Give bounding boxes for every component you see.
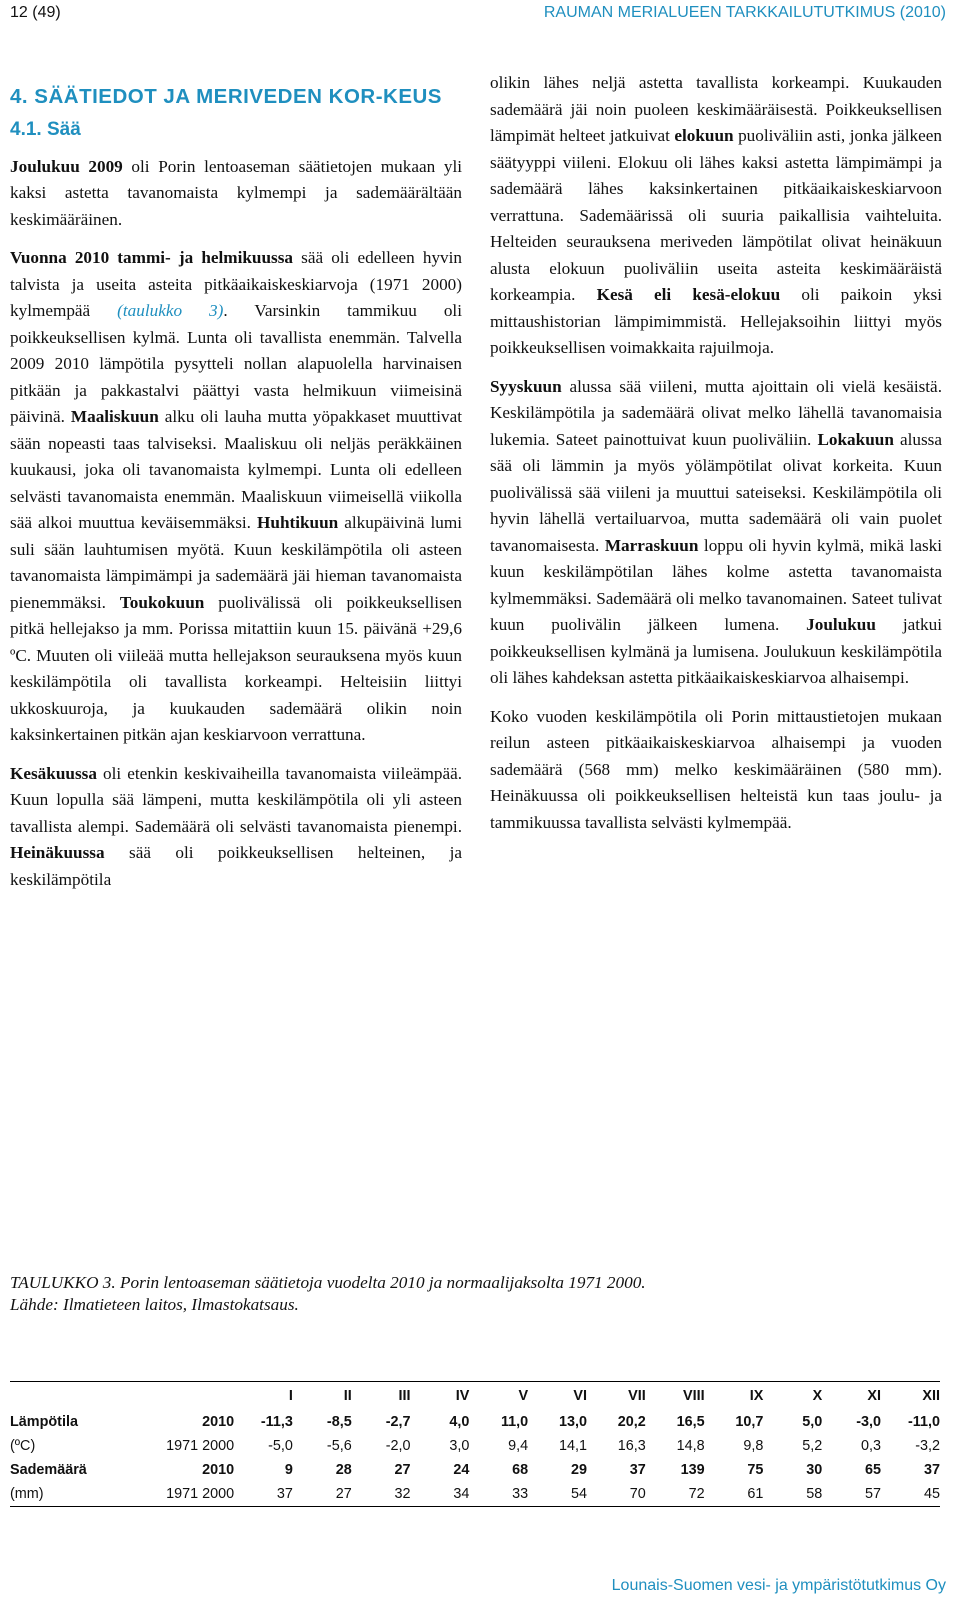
month-lead: Heinäkuussa <box>10 843 105 862</box>
table-cell: 5,2 <box>802 1438 823 1454</box>
table-cell: 37 <box>923 1462 940 1478</box>
month-lead: Kesäkuussa <box>10 763 97 783</box>
paragraph-text: puoliväliin asti, jonka jälkeen säätyyppi viileni. Elokuu oli lähes kaksi astetta lämpimämpi ja sademäärä lähes kaksinkertainen pitkäaikaiskeskiarvoon verrattuna. Sademäärissä oli suuria paikallisia vaihteluita. Helteiden seurauksena meriveden lämpötilat olivat heinäkuun alusta elokuun puoliväliin useita asteita keskimääräistä korkeampia. <box>490 126 942 304</box>
table-cell: 58 <box>763 1482 822 1507</box>
page-footer: Lounais-Suomen vesi- ja ympäristötutkimus Oy <box>611 1577 946 1594</box>
month-header: I <box>234 1382 293 1411</box>
paragraph <box>10 154 462 234</box>
month-header: VII <box>587 1382 646 1411</box>
table-row <box>10 1482 940 1507</box>
table-cell: -8,5 <box>326 1414 352 1430</box>
page-number: 12 (49) <box>10 4 61 21</box>
table-cell: 11,0 <box>500 1414 529 1430</box>
table-caption <box>10 1272 950 1316</box>
table-cell: 29 <box>570 1462 587 1478</box>
row-label: Sademäärä <box>10 1462 87 1478</box>
table-cell: 27 <box>293 1482 352 1507</box>
subsection-title: 4.1. Sää <box>10 119 81 140</box>
table-cell: 45 <box>881 1482 940 1507</box>
table-cell: -5,6 <box>326 1438 352 1454</box>
running-title: RAUMAN MERIALUEEN TARKKAILUTUTKIMUS (2010) <box>543 4 946 21</box>
paragraph-text: olikin lähes neljä astetta tavallista korkeampi. Kuukauden sademäärä jäi noin puoleen keskimääräisestä. Poikkeuksellisen lämpimät helteet jatkuivat <box>490 73 942 145</box>
paragraph <box>490 704 942 837</box>
table-cell: 34 <box>411 1482 470 1507</box>
table-cell: 16,3 <box>617 1438 646 1454</box>
month-lead: Maaliskuun <box>70 407 159 426</box>
paragraph-text: alku oli lauha mutta yöpakkaset muuttivat sään nopeasti taas talviseksi. Maaliskuu oli neljäs peräkkäinen kuukausi, joka oli tavanomaista kylmempi. Lunta oli edelleen selvästi tavanomaista enemmän. Maaliskuun viimeisellä viikolla sää alkoi muuttua keväisemmäksi. <box>10 407 462 532</box>
paragraph-text: sää oli edelleen hyvin talvista ja useita asteita pitkäaikaiskeskiarvoja (1971 2000) kylmempää <box>10 248 463 320</box>
month-header: IV <box>411 1382 470 1411</box>
table-cell: 68 <box>512 1462 529 1478</box>
row-label: (mm) <box>10 1482 122 1507</box>
table-header-row <box>10 1382 940 1411</box>
paragraph-text: jatkui poikkeuksellisen kylmänä ja lumisena. Joulukuun keskilämpötila oli lähes kahdeksan astetta pitkäaikaiskeskiarvoa alhaisempi. <box>490 615 942 687</box>
table-cell: 32 <box>352 1482 411 1507</box>
month-header: XI <box>822 1382 881 1411</box>
month-lead: Huhtikuun <box>257 513 339 532</box>
table-cell: 4,0 <box>449 1414 470 1430</box>
row-period: 1971 2000 <box>166 1438 235 1454</box>
row-period: 1971 2000 <box>122 1482 234 1507</box>
table-cell: -2,7 <box>385 1414 411 1430</box>
table-cell: 20,2 <box>617 1414 646 1430</box>
table-cell: 3,0 <box>449 1438 470 1454</box>
month-lead: Marraskuun <box>604 535 699 555</box>
table-cell: 13,0 <box>558 1414 587 1430</box>
caption-line: TAULUKKO 3. Porin lentoaseman säätietoja vuodelta 2010 ja normaalijaksolta 1971 2000. <box>10 1273 646 1292</box>
header-cell <box>122 1382 234 1411</box>
table-cell: 61 <box>705 1482 764 1507</box>
table-cell: 9 <box>284 1462 293 1478</box>
table-cell: -3,2 <box>915 1438 940 1454</box>
row-period: 2010 <box>202 1414 235 1430</box>
paragraph-text: oli Porin lentoaseman säätietojen mukaan yli kaksi astetta tavanomaista kylmempi ja sademäärältään keskimääräinen. <box>10 156 462 229</box>
paragraph-text: alussa sää oli lämmin ja myös yölämpötilat olivat korkeita. Kuun puolivälissä sää viileni ja muuttui sateiseksi. Keskilämpötila oli hyvin lähellä vertailuarvoa, mutta sademäärä oli vain puolet tavanomaisesta. <box>490 429 942 555</box>
table-cell: -2,0 <box>385 1438 411 1454</box>
table-cell: 14,1 <box>558 1438 587 1454</box>
month-header: XII <box>881 1382 940 1411</box>
table-row <box>10 1434 940 1458</box>
paragraph-text: puolivälissä oli poikkeuksellisen pitkä hellejakso ja mm. Porissa mitattiin kuun 15. päivänä +29,6 ºC. Muuten oli viileää mutta hellejakson seurauksena myös kuun keskilämpötila oli tavallista korkeampi. Helteisiin liittyi ukkoskuuroja, ja kuukauden sademäärä olikin noin kaksinkertainen pitkän ajan keskiarvoon verrattuna. <box>10 592 462 744</box>
table-cell: 0,3 <box>861 1438 882 1454</box>
month-lead: Syyskuun <box>490 376 562 396</box>
paragraph <box>10 245 462 749</box>
table-cell: 30 <box>806 1462 823 1478</box>
paragraph <box>10 761 462 894</box>
row-label: Lämpötila <box>10 1414 78 1430</box>
month-header: II <box>293 1382 352 1411</box>
table-cell: -11,0 <box>907 1414 940 1430</box>
month-lead: Lokakuun <box>817 429 894 449</box>
table-cell: 28 <box>335 1462 352 1478</box>
month-header: X <box>763 1382 822 1411</box>
month-lead: Kesä eli kesä-elokuu <box>596 285 781 304</box>
table-cell: 33 <box>469 1482 528 1507</box>
table-cell: -11,3 <box>260 1414 293 1430</box>
table-cell: 14,8 <box>676 1438 705 1454</box>
month-lead: Vuonna 2010 tammi- ja helmikuussa <box>10 248 294 267</box>
month-lead: Toukokuun <box>119 592 205 612</box>
table-cell: 139 <box>680 1462 705 1478</box>
month-header: V <box>469 1382 528 1411</box>
paragraph-text: oli paikoin yksi mittaushistorian lämpimimmistä. Hellejaksoihin liittyi myös poikkeuksellisen voimakkaita rajuilmoja. <box>490 285 942 357</box>
month-header: IX <box>705 1382 764 1411</box>
month-lead: elokuun <box>674 126 734 145</box>
table-cell: 27 <box>394 1462 411 1478</box>
table-cell: -3,0 <box>856 1414 882 1430</box>
section-title: 4. SÄÄTIEDOT JA MERIVEDEN KOR-KEUS <box>10 85 442 108</box>
table-cell: 37 <box>234 1482 293 1507</box>
month-header: III <box>352 1382 411 1411</box>
table-cell: 65 <box>865 1462 882 1478</box>
table-cell: 37 <box>629 1462 646 1478</box>
left-column <box>10 76 462 905</box>
paragraph-text: sää oli poikkeuksellisen helteinen, ja keskilämpötila <box>10 843 462 889</box>
paragraph-text: . Varsinkin tammikuu oli poikkeuksellisen kylmä. Lunta oli tavallista enemmän. Talvella 2009 2010 lämpötila pysytteli nollan alapuolella harvinaisen pitkään ja pakkastalvi päättyi vasta helmikuun viimeisinä päivinä. <box>10 301 462 426</box>
table-cell: 10,7 <box>735 1414 764 1430</box>
climate-table <box>10 1381 940 1507</box>
table-cell: 5,0 <box>802 1414 823 1430</box>
month-header: VIII <box>646 1382 705 1411</box>
paragraph-text: oli etenkin keskivaiheilla tavanomaista viileämpää. Kuun lopulla sää lämpeni, mutta keskilämpötila oli yli asteen tavallista alempi. Sademäärä oli selvästi tavanomaista pienempi. <box>10 763 462 836</box>
paragraph <box>490 374 942 692</box>
table-cell: 54 <box>528 1482 587 1507</box>
paragraph-text: alussa sää viileni, mutta ajoittain oli vielä kesäistä. Keskilämpötila ja sademäärä olivat melko lähellä tavanomaisia lukemia. Sateet painottuivat kuun puoliväliin. <box>490 376 942 449</box>
table-cell: 16,5 <box>676 1414 705 1430</box>
row-period: 2010 <box>202 1462 235 1478</box>
paragraph-text: loppu oli hyvin kylmä, mikä laski kuun keskilämpötilan lähes kolme astetta tavanomaista kylmemmäksi. Sademäärä oli melko tavanomainen. Sateet tulivat kuun puolivälin jälkeen lumena. <box>490 535 943 634</box>
table-cell: 9,8 <box>743 1438 764 1454</box>
paragraph-text: Koko vuoden keskilämpötila oli Porin mittaustietojen mukaan reilun asteen pitkäaikaiskeskiarvoa alhaisempi ja vuoden sademäärä (568 mm) melko keskimääräinen (580 mm). Heinäkuussa oli poikkeuksellisen helteistä kun taas joulu- ja tammikuussa tavallista selvästi kylmempää. <box>490 706 942 832</box>
table-row <box>10 1410 940 1434</box>
table-row <box>10 1458 940 1482</box>
table-cell: 75 <box>747 1462 764 1478</box>
month-header: VI <box>528 1382 587 1411</box>
header-cell <box>10 1382 122 1411</box>
table-cell: 24 <box>453 1462 470 1478</box>
row-label: (ºC) <box>10 1438 36 1454</box>
table-cell: 57 <box>822 1482 881 1507</box>
table-cell: -5,0 <box>268 1438 293 1454</box>
table-cell: 9,4 <box>508 1438 529 1454</box>
month-lead: Joulukuu 2009 <box>10 156 123 176</box>
page-header <box>10 4 946 26</box>
caption-line: Lähde: Ilmatieteen laitos, Ilmastokatsaus. <box>10 1295 299 1314</box>
table-reference-link[interactable]: (taulukko 3) <box>117 301 224 320</box>
paragraph-text: alkupäivinä lumi suli sään lauhtumisen myötä. Kuun keskilämpötila oli asteen tavanomaista lämpimämpi ja sademäärä jäi hieman tavanomaista pienemmäksi. <box>10 513 462 612</box>
table-cell: 72 <box>646 1482 705 1507</box>
right-column <box>490 70 942 848</box>
month-lead: Joulukuu <box>806 615 876 634</box>
paragraph <box>490 70 942 362</box>
table-cell: 70 <box>587 1482 646 1507</box>
